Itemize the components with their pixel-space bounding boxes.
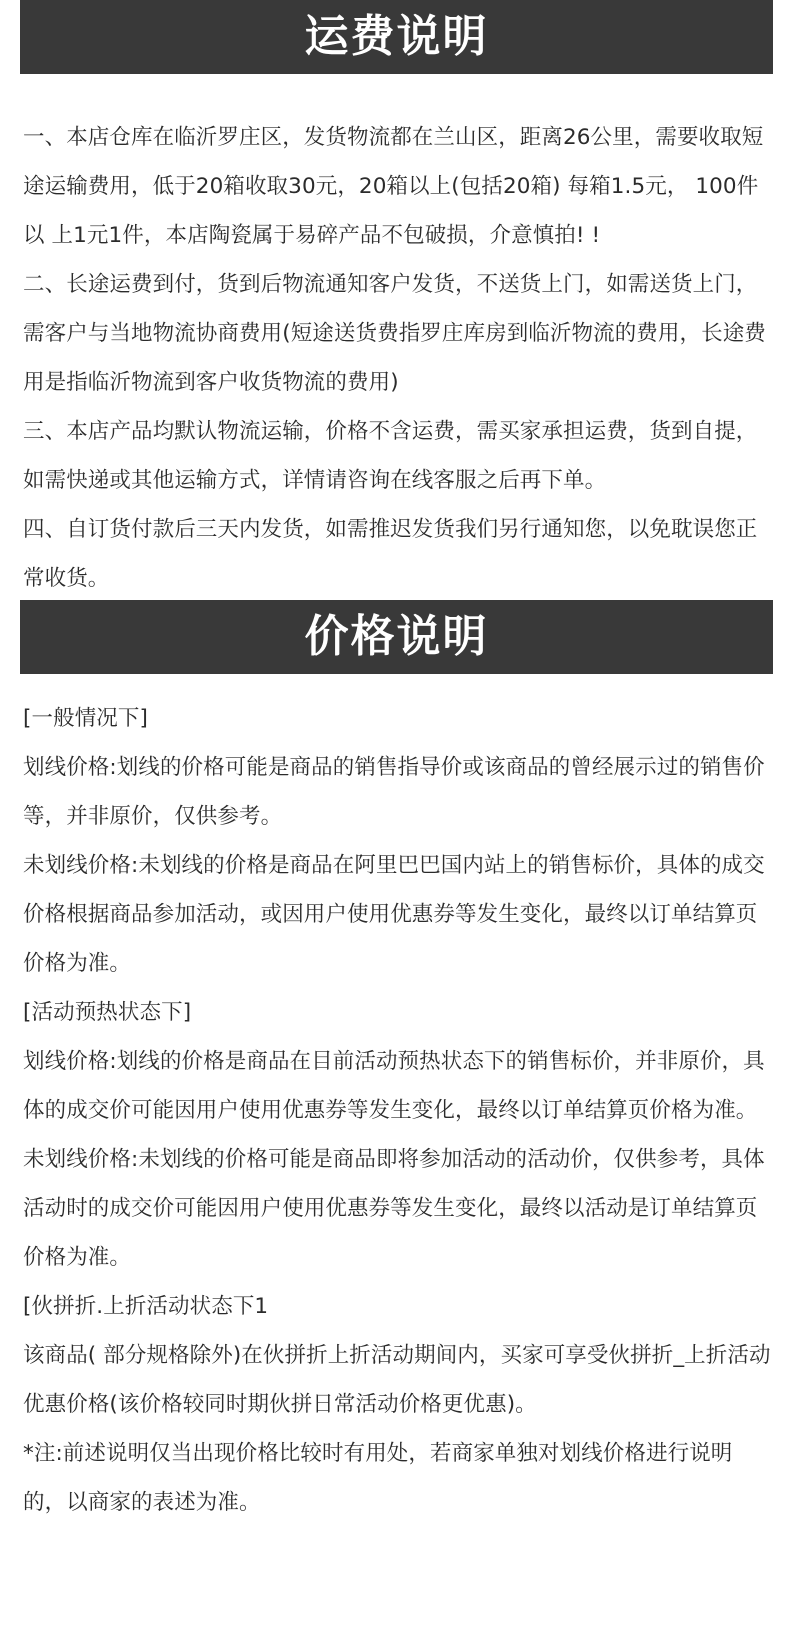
pricing-banner bbox=[20, 600, 773, 674]
shipping-paragraph-4: 四、自订货付款后三天内发货，如需推迟发货我们另行通知您，以免耽误您正常收货。 bbox=[23, 517, 758, 591]
shipping-title: 运费说明 bbox=[304, 11, 489, 62]
shipping-paragraph-1: 一、本店仓库在临沂罗庄区，发货物流都在兰山区，距离26公里，需要收取短途运输费用，低于20箱收取30元，20箱以上(包括20箱) 每箱1.5元， 100件以 上1元1件，本店陶瓷属于易碎产品不包破损，介意慎拍! ! bbox=[23, 125, 764, 248]
pricing-paragraph-strikethrough-preheat: 划线价格:划线的价格是商品在目前活动预热状态下的销售标价，并非原价，具体的成交价可能因用户使用优惠券等发生变化，最终以订单结算页价格为准。 bbox=[23, 1049, 765, 1123]
shipping-paragraph-2: 二、长途运费到付，货到后物流通知客户发货，不送货上门，如需送货上门，需客户与当地物流协商费用(短途送货费指罗庄库房到临沂物流的费用，长途费用是指临沂物流到客户收货物流的费用) bbox=[23, 272, 766, 395]
pricing-body bbox=[23, 694, 775, 1527]
pricing-paragraph-group-discount: 该商品( 部分规格除外)在伙拼折上折活动期间内，买家可享受伙拼折_上折活动优惠价格(该价格较同时期伙拼日常活动价格更优惠)。 bbox=[23, 1343, 771, 1417]
shipping-body bbox=[23, 113, 775, 603]
pricing-paragraph-normal-preheat: 未划线价格:未划线的价格可能是商品即将参加活动的活动价，仅供参考，具体活动时的成交价可能因用户使用优惠券等发生变化，最终以活动是订单结算页价格为准。 bbox=[23, 1147, 765, 1270]
pricing-heading-general: [一般情况下] bbox=[23, 706, 148, 731]
shipping-paragraph-3: 三、本店产品均默认物流运输，价格不含运费，需买家承担运费，货到自提，如需快递或其他运输方式，详情请咨询在线客服之后再下单。 bbox=[23, 419, 758, 493]
pricing-paragraph-normal-general: 未划线价格:未划线的价格是商品在阿里巴巴国内站上的销售标价，具体的成交价格根据商品参加活动，或因用户使用优惠券等发生变化，最终以订单结算页价格为准。 bbox=[23, 853, 765, 976]
pricing-note: *注:前述说明仅当出现价格比较时有用处，若商家单独对划线价格进行说明的，以商家的表述为准。 bbox=[23, 1441, 733, 1515]
pricing-paragraph-strikethrough-general: 划线价格:划线的价格可能是商品的销售指导价或该商品的曾经展示过的销售价等，并非原价，仅供参考。 bbox=[23, 755, 765, 829]
shipping-banner bbox=[20, 0, 773, 74]
pricing-heading-group-discount: [伙拼折.上折活动状态下1 bbox=[23, 1294, 269, 1319]
pricing-title: 价格说明 bbox=[304, 611, 489, 662]
pricing-heading-preheat: [活动预热状态下] bbox=[23, 1000, 192, 1025]
